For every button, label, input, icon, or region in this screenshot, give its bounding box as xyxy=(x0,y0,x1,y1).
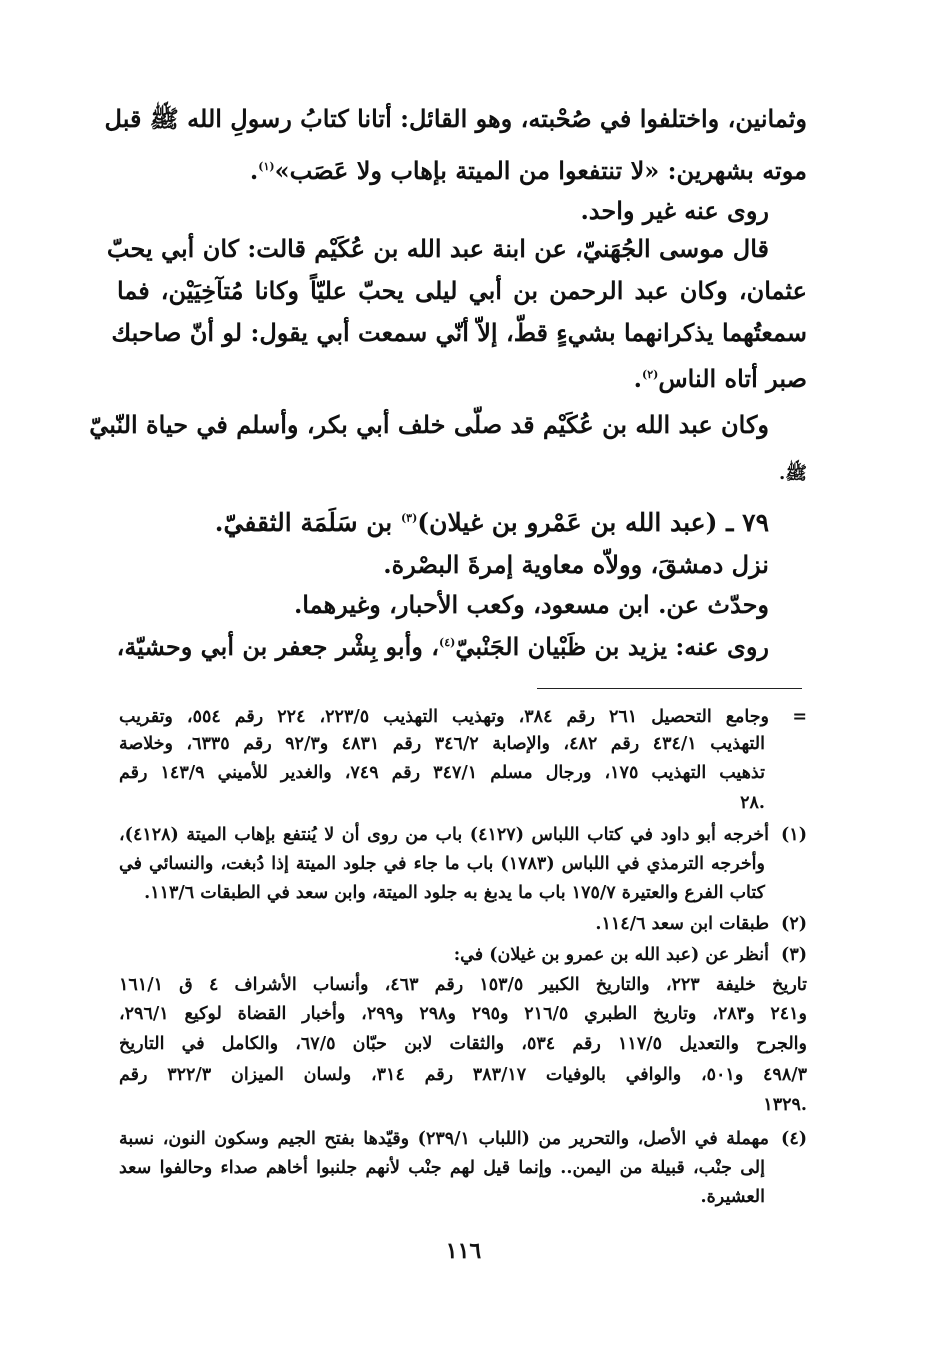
main-text: وثمانين، واختلفوا في صُحْبته، وهو القائل: أتانا كتابُ رسولِ الله ﷺ قبل xyxy=(104,104,807,133)
footnote-4-line-2 xyxy=(119,1155,765,1181)
footnote-text: العشيرة. xyxy=(700,1187,765,1207)
main-line-3 xyxy=(580,194,769,228)
entry-line-1 xyxy=(383,548,769,582)
footnote-text: تاريخ خليفة ٢٢٣، والتاريخ الكبير ١٥٣/٥ رقم ٤٦٣، وأنساب الأشراف ٤ ق ١٦١/١ xyxy=(119,975,807,995)
footnote-1-line-2 xyxy=(119,851,765,877)
footnote-cont-line-4 xyxy=(740,790,765,816)
footnote-text: وجامع التحصيل ٢٦١ رقم ٣٨٤، وتهذيب التهذيب ٢٢٣/٥، ٢٢٤ رقم ٥٥٤، وتقريب xyxy=(119,707,770,727)
entry-line-3 xyxy=(117,626,769,664)
footnote-text: طبقات ابن سعد ١١٤/٦. xyxy=(595,914,769,934)
footnote-text: أنظر عن (عبد الله بن عمرو بن غيلان) في: xyxy=(453,945,769,965)
main-line-9 xyxy=(779,454,807,491)
salutation-icon: ﷺ. xyxy=(778,463,807,484)
page-number: ١١٦ xyxy=(445,1238,482,1264)
entry-line-2 xyxy=(294,588,769,622)
footnote-4-line-3 xyxy=(701,1184,765,1210)
footnote-text: وأخرجه الترمذي في اللباس (١٧٨٣) باب ما جاء في جلود الميتة إذا دُبغت، والنسائي في xyxy=(119,854,765,874)
footnote-4-line-1 xyxy=(119,1126,807,1152)
main-text: صبر أتاه الناس xyxy=(658,364,807,393)
footnote-marker-4[interactable]: (٤) xyxy=(438,636,456,649)
footnote-3-line-6 xyxy=(763,1092,807,1118)
footnote-3-line-3 xyxy=(119,1001,807,1027)
main-text: عثمان، وكان عبد الرحمن بن أبي ليلى يحبّ عليّاً وكانا مُتآخِيَيْن، فما xyxy=(117,276,807,305)
footnote-1-line-1 xyxy=(119,822,807,848)
footnote-text: مهملة في الأصل، والتحرير من (اللباب ٢٣٩/١) وقيّدها بفتح الجيم وسكون النون، نسبة xyxy=(119,1129,769,1149)
footnote-marker-2[interactable]: (٢) xyxy=(642,368,659,381)
main-line-7: صبر أتاه الناس$^{(٢)}$. xyxy=(633,364,807,393)
main-text: قال موسى الجُهَنيّ، عن ابنة عبد الله بن عُكَيْم قالت: كان أبي يحبّ xyxy=(106,234,769,263)
footnote-number: (١) xyxy=(781,825,807,845)
footnote-marker-3[interactable]: (٣) xyxy=(400,511,418,525)
footnote-cont-line-3 xyxy=(119,760,765,786)
entry-text: نزل دمشقَ، وولاّه معاوية إمرةَ البصْرة. xyxy=(383,550,769,579)
footnote-cont-line-1 xyxy=(119,704,807,730)
footnote-text: كتاب الفرع والعتيرة ١٧٥/٧ باب ما يدبغ به جلود الميتة، وابن سعد في الطبقات ١١٣/٦. xyxy=(144,883,765,903)
footnote-number: (٢) xyxy=(781,914,807,934)
entry-title-suffix: بن سَلَمَة الثقفيّ. xyxy=(214,508,393,537)
continuation-marker: = xyxy=(792,707,808,727)
footnote-text: إلى جنْب، قبيلة من اليمن.. وإنما قيل لهم جنْب لأنهم جلنبوا أخاهم صداء وحالفوا سعد xyxy=(119,1158,765,1178)
main-line-1 xyxy=(104,102,807,136)
entry-heading xyxy=(215,508,769,537)
footnote-3-line-1 xyxy=(454,942,807,968)
main-text: سمعتُهما يذكرانهما بشيءٍ قطّ، إلاّ أنّي سمعت أبي يقول: لو أنّ صاحبك xyxy=(111,318,807,347)
entry-text: ، وأبو بِشْر جعفر بن أبي وحشيّة، xyxy=(116,632,439,661)
footnote-text: و٢٤١ و٢٨٣، وتاريخ الطبري ٢١٦/٥ و٢٩٥ و٢٩٨ و٢٩٩، وأخبار القضاة لوكيع ٢٩٦/١، xyxy=(119,1004,807,1024)
main-line-6 xyxy=(111,316,807,350)
main-line-5 xyxy=(117,274,807,308)
footnote-3-line-4 xyxy=(119,1031,807,1057)
footnote-2 xyxy=(595,911,807,937)
footnote-text: ١٣٢٩. xyxy=(763,1095,807,1115)
footnote-cont-line-2 xyxy=(119,731,765,757)
footnote-3-line-5 xyxy=(119,1062,807,1088)
main-line-2: موته بشهرين: «لا تنتفعوا من الميتة بإهاب ولا عَصَب»$^{(١)}$. xyxy=(249,156,807,185)
entry-text: وحدّث عن. ابن مسعود، وكعب الأحبار، وغيرهما. xyxy=(293,590,769,619)
footnote-text: تذهيب التهذيب ١٧٥، ورجال مسلم ٣٤٧/١ رقم ٧٤٩، والغدير للأميني ١٤٣/٩ رقم xyxy=(119,763,765,783)
footnote-marker-1[interactable]: (١) xyxy=(258,160,275,173)
main-text: وكان عبد الله بن عُكَيْم قد صلّى خلف أبي بكر، وأسلم في حياة النّبيّ xyxy=(89,410,769,439)
footnote-separator xyxy=(537,688,802,689)
main-line-8 xyxy=(89,408,769,442)
footnote-1-line-3 xyxy=(144,880,765,906)
main-text: موته بشهرين: «لا تنتفعوا من الميتة بإهاب ولا عَصَب» xyxy=(274,156,807,185)
footnote-text: أخرجه أبو داود في كتاب اللباس (٤١٢٧) باب من روى أن لا يُنتفع بإهاب الميتة (٤١٢٨)، xyxy=(119,825,769,845)
footnote-text: ٤٩٨/٣ و٥٠١، والوافي بالوفيات ٣٨٣/١٧ رقم ٣١٤، ولسان الميزان ٣٢٢/٣ رقم xyxy=(119,1065,808,1085)
entry-text: روى عنه: يزيد بن ظَبْيان الجَنْبيّ xyxy=(455,632,769,661)
footnote-number: (٤) xyxy=(781,1129,807,1149)
main-line-4 xyxy=(106,232,769,266)
footnote-text: والجرح والتعديل ١١٧/٥ رقم ٥٣٤، والثقات لابن حبّان ٦٧/٥، والكامل في التاريخ xyxy=(119,1034,807,1054)
entry-title: ٧٩ ـ (عبد الله بن عَمْرو بن غيلان) xyxy=(417,508,769,537)
footnote-text: التهذيب ٤٣٤/١ رقم ٤٨٢، والإصابة ٣٤٦/٢ رقم ٤٨٣١ و٩٢/٣ رقم ٦٣٣٥، وخلاصة xyxy=(119,734,765,754)
main-text: روى عنه غير واحد. xyxy=(580,196,769,225)
footnote-number: (٣) xyxy=(781,945,807,965)
footnote-text: ٢٨. xyxy=(740,793,765,813)
footnote-3-line-2 xyxy=(119,972,807,998)
